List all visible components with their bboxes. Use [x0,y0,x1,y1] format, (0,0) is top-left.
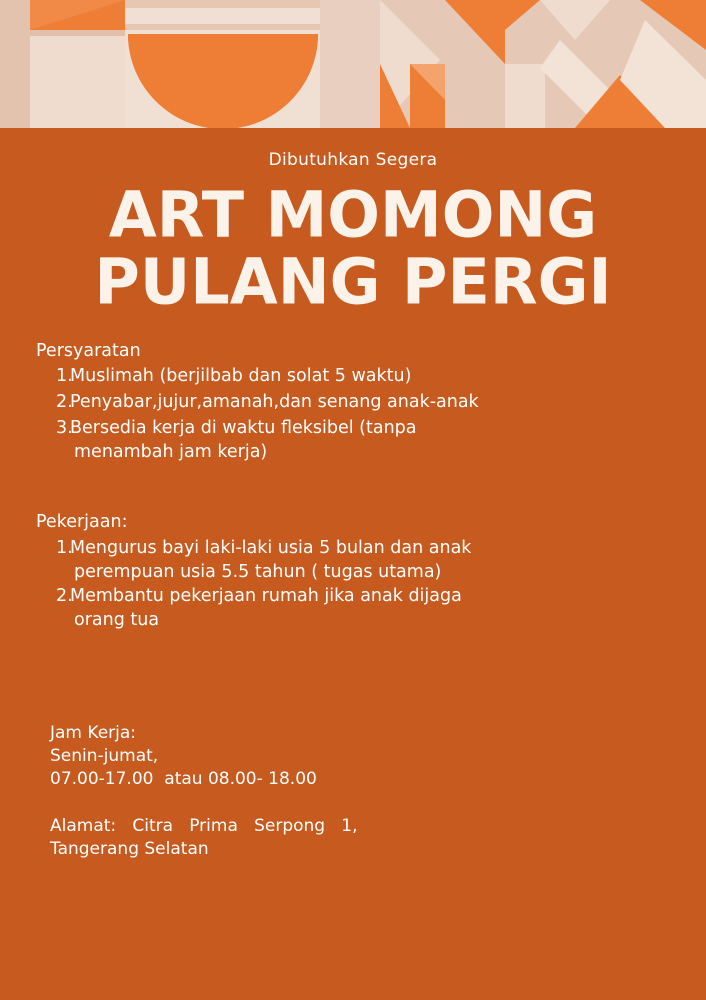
item-text-continued: perempuan usia 5.5 tahun ( tugas utama) [74,562,442,582]
work-days: Senin-jumat, [50,746,159,766]
work-hours-label: Jam Kerja: [50,723,137,743]
list-item [56,536,471,584]
decorative-banner [0,0,706,128]
item-text: Bersedia kerja di waktu fleksibel (tanpa [70,418,417,438]
item-text-continued: orang tua [74,610,160,630]
jobs-list [56,536,471,632]
pattern-stripe-mid [125,24,320,30]
work-hours-block [50,722,317,791]
list-item [56,364,479,388]
item-number: 2. [56,392,73,412]
item-text: Muslimah (berjilbab dan solat 5 waktu) [70,366,412,386]
item-text-continued: menambah jam kerja) [74,442,268,462]
geometric-pattern [0,0,706,128]
item-number: 2. [56,586,73,606]
pattern-stripe-top [125,0,320,8]
requirements-list [56,364,479,466]
item-number: 3. [56,418,73,438]
pattern-pale-square [505,64,545,128]
item-text: Membantu pekerjaan rumah jika anak dijaga [70,586,462,606]
item-number: 1. [56,366,73,386]
pattern-pale-block [30,30,125,128]
page-title-line-2: PULANG PERGI [94,244,612,319]
list-item [56,584,471,632]
pattern-left-strip [0,0,30,128]
pattern-stripe [30,30,125,36]
requirements-heading: Persyaratan [36,341,141,361]
list-item [56,390,479,414]
list-item [56,416,479,464]
address-line-2: Tangerang Selatan [50,839,209,859]
pattern-column [320,0,380,128]
item-text: Mengurus bayi laki-laki usia 5 bulan dan anak [70,538,472,558]
item-text: Penyabar,jujur,amanah,dan senang anak-anak [70,392,479,412]
jobs-heading: Pekerjaan: [36,512,128,532]
subtitle: Dibutuhkan Segera [268,150,438,170]
address-block [50,815,358,861]
page-title-line-1: ART MOMONG [108,177,598,252]
work-times: 07.00-17.00 atau 08.00- 18.00 [50,769,317,789]
address-line-1: Alamat: Citra Prima Serpong 1, [50,816,358,836]
item-number: 1. [56,538,73,558]
